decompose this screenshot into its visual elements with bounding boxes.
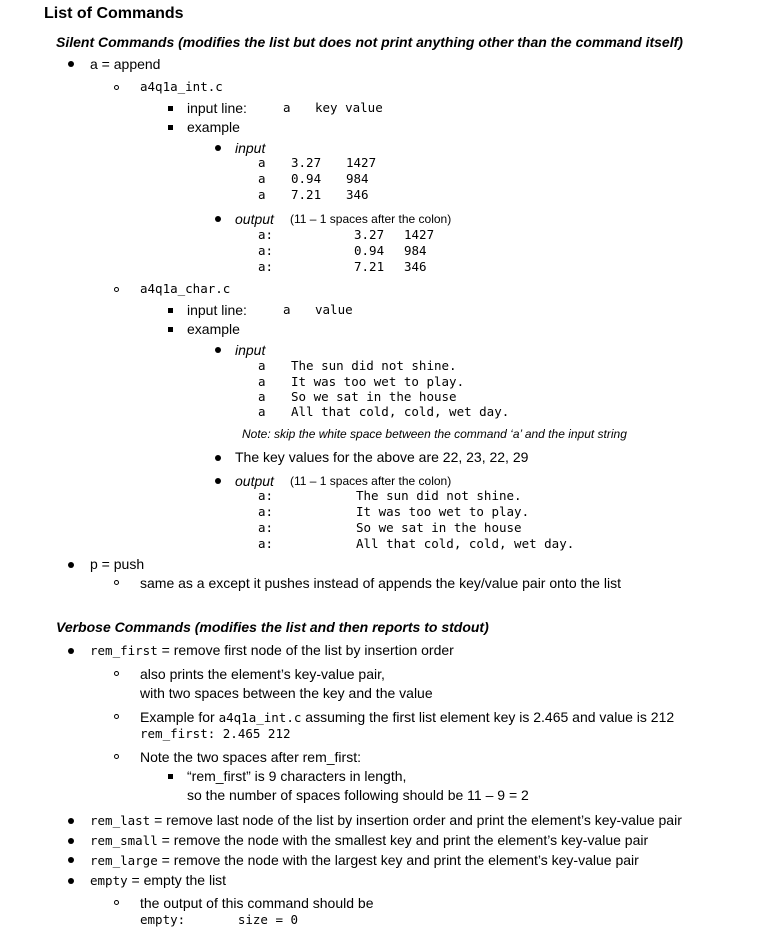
circle-bullet-icon bbox=[114, 754, 119, 759]
char-note: Note: skip the white space between the command ‘a’ and the input string bbox=[242, 427, 627, 441]
char-output-row-text: It was too wet to play. bbox=[356, 504, 530, 519]
bullet-icon bbox=[68, 857, 74, 863]
char-output-note: (11 – 1 spaces after the colon) bbox=[290, 474, 452, 488]
square-bullet-icon bbox=[168, 106, 173, 111]
note-calc: so the number of spaces following should be 11 – 9 = 2 bbox=[187, 787, 529, 803]
rem-last-cmd: rem_last bbox=[90, 813, 151, 828]
char-filename: a4q1a_char.c bbox=[140, 281, 231, 296]
empty-desc: = empty the list bbox=[127, 872, 227, 888]
circle-bullet-icon bbox=[114, 900, 119, 905]
empty-cmd: empty bbox=[90, 873, 128, 888]
bullet-icon bbox=[68, 818, 74, 824]
push-description: same as a except it pushes instead of appends the key/value pair onto the list bbox=[140, 575, 621, 591]
int-input-args: key value bbox=[315, 100, 383, 115]
int-output-row-value: 346 bbox=[404, 259, 427, 274]
int-input-row-key: 7.21 bbox=[291, 187, 322, 202]
char-input-row-cmd: a bbox=[258, 358, 266, 373]
int-output-row-value: 1427 bbox=[404, 227, 435, 242]
char-input-row-text: All that cold, cold, wet day. bbox=[291, 404, 510, 419]
char-input-row-cmd: a bbox=[258, 404, 266, 419]
char-output-row-cmd: a: bbox=[258, 488, 274, 503]
append-definition: a = append bbox=[90, 56, 161, 72]
char-input-label: input bbox=[235, 342, 266, 358]
bullet-icon bbox=[68, 648, 74, 654]
int-input-row-value: 1427 bbox=[346, 155, 377, 170]
int-input-row-cmd: a bbox=[258, 187, 266, 202]
square-bullet-icon bbox=[168, 327, 173, 332]
also-prints-line1: also prints the element’s key-value pair, bbox=[140, 666, 385, 682]
square-bullet-icon bbox=[168, 125, 173, 130]
bullet-icon bbox=[68, 61, 74, 67]
empty-note: the output of this command should be bbox=[140, 895, 374, 911]
char-output-row-cmd: a: bbox=[258, 520, 274, 535]
char-input-row-cmd: a bbox=[258, 389, 266, 404]
int-input-line-label: input line: bbox=[187, 100, 247, 116]
char-input-row-text: The sun did not shine. bbox=[291, 358, 457, 373]
rem-large-cmd: rem_large bbox=[90, 853, 158, 868]
note-length: “rem_first” is 9 characters in length, bbox=[187, 768, 407, 784]
int-input-row-cmd: a bbox=[258, 155, 266, 170]
bullet-icon bbox=[68, 878, 74, 884]
rem-large-desc: = remove the node with the largest key and print the element’s key-value pair bbox=[157, 852, 639, 868]
rem-first-desc: = remove first node of the list by insertion order bbox=[157, 642, 454, 658]
bullet-icon bbox=[215, 347, 221, 353]
bullet-icon bbox=[68, 838, 74, 844]
char-output-row-text: So we sat in the house bbox=[356, 520, 522, 535]
int-output-row-cmd: a: bbox=[258, 227, 274, 242]
char-input-line-label: input line: bbox=[187, 302, 247, 318]
verbose-heading: Verbose Commands (modifies the list and then reports to stdout) bbox=[56, 619, 489, 635]
int-input-label: input bbox=[235, 140, 266, 156]
int-input-row-key: 0.94 bbox=[291, 171, 322, 186]
char-input-cmd: a bbox=[283, 302, 291, 317]
int-output-row-value: 984 bbox=[404, 243, 427, 258]
char-output-row-text: The sun did not shine. bbox=[356, 488, 522, 503]
int-output-row-key: 0.94 bbox=[354, 243, 385, 258]
int-output-row-key: 7.21 bbox=[354, 259, 385, 274]
char-key-values: The key values for the above are 22, 23, 22, 29 bbox=[235, 449, 529, 465]
char-output-row-cmd: a: bbox=[258, 504, 274, 519]
circle-bullet-icon bbox=[114, 580, 119, 585]
char-example-label: example bbox=[187, 321, 240, 337]
char-output-row-text: All that cold, cold, wet day. bbox=[356, 536, 575, 551]
int-input-row-cmd: a bbox=[258, 171, 266, 186]
char-input-args: value bbox=[315, 302, 353, 317]
bullet-icon bbox=[68, 562, 74, 568]
char-input-row-cmd: a bbox=[258, 374, 266, 389]
rem-first-example-output: rem_first: 2.465 212 bbox=[140, 726, 291, 741]
rem-large-item bbox=[90, 853, 639, 868]
int-output-row-key: 3.27 bbox=[354, 227, 385, 242]
bullet-icon bbox=[215, 216, 221, 222]
square-bullet-icon bbox=[168, 774, 173, 779]
rem-first-item bbox=[90, 643, 454, 658]
silent-heading: Silent Commands (modifies the list but does not print anything other than the command itself) bbox=[56, 34, 683, 50]
char-input-row-text: So we sat in the house bbox=[291, 389, 457, 404]
int-input-row-value: 346 bbox=[346, 187, 369, 202]
int-input-row-value: 984 bbox=[346, 171, 369, 186]
bullet-icon bbox=[215, 478, 221, 484]
rem-last-desc: = remove last node of the list by insertion order and print the element’s key-value pair bbox=[150, 812, 682, 828]
rem-small-item bbox=[90, 833, 648, 848]
empty-output: empty: size = 0 bbox=[140, 912, 299, 927]
int-output-label: output bbox=[235, 211, 274, 227]
circle-bullet-icon bbox=[114, 85, 119, 90]
int-example-label: example bbox=[187, 119, 240, 135]
int-filename: a4q1a_int.c bbox=[140, 79, 223, 94]
rem-first-example bbox=[140, 710, 674, 725]
rem-first-cmd: rem_first bbox=[90, 643, 158, 658]
int-output-note: (11 – 1 spaces after the colon) bbox=[290, 212, 452, 226]
example-pre: Example for bbox=[140, 709, 219, 725]
square-bullet-icon bbox=[168, 308, 173, 313]
example-post: assuming the first list element key is 2.465 and value is 212 bbox=[301, 709, 675, 725]
empty-item bbox=[90, 873, 226, 888]
push-definition: p = push bbox=[90, 556, 145, 572]
char-input-row-text: It was too wet to play. bbox=[291, 374, 465, 389]
circle-bullet-icon bbox=[114, 671, 119, 676]
bullet-icon bbox=[215, 145, 221, 151]
int-input-cmd: a bbox=[283, 100, 291, 115]
also-prints-line2: with two spaces between the key and the value bbox=[140, 685, 433, 701]
example-file: a4q1a_int.c bbox=[218, 710, 302, 725]
rem-small-desc: = remove the node with the smallest key and print the element’s key-value pair bbox=[157, 832, 649, 848]
int-input-row-key: 3.27 bbox=[291, 155, 322, 170]
rem-last-item bbox=[90, 813, 682, 828]
int-output-row-cmd: a: bbox=[258, 243, 274, 258]
char-output-label: output bbox=[235, 473, 274, 489]
bullet-icon bbox=[215, 455, 221, 461]
note-two-spaces: Note the two spaces after rem_first: bbox=[140, 749, 361, 765]
rem-small-cmd: rem_small bbox=[90, 833, 158, 848]
int-output-row-cmd: a: bbox=[258, 259, 274, 274]
char-output-row-cmd: a: bbox=[258, 536, 274, 551]
page-title: List of Commands bbox=[44, 5, 184, 22]
circle-bullet-icon bbox=[114, 714, 119, 719]
circle-bullet-icon bbox=[114, 287, 119, 292]
